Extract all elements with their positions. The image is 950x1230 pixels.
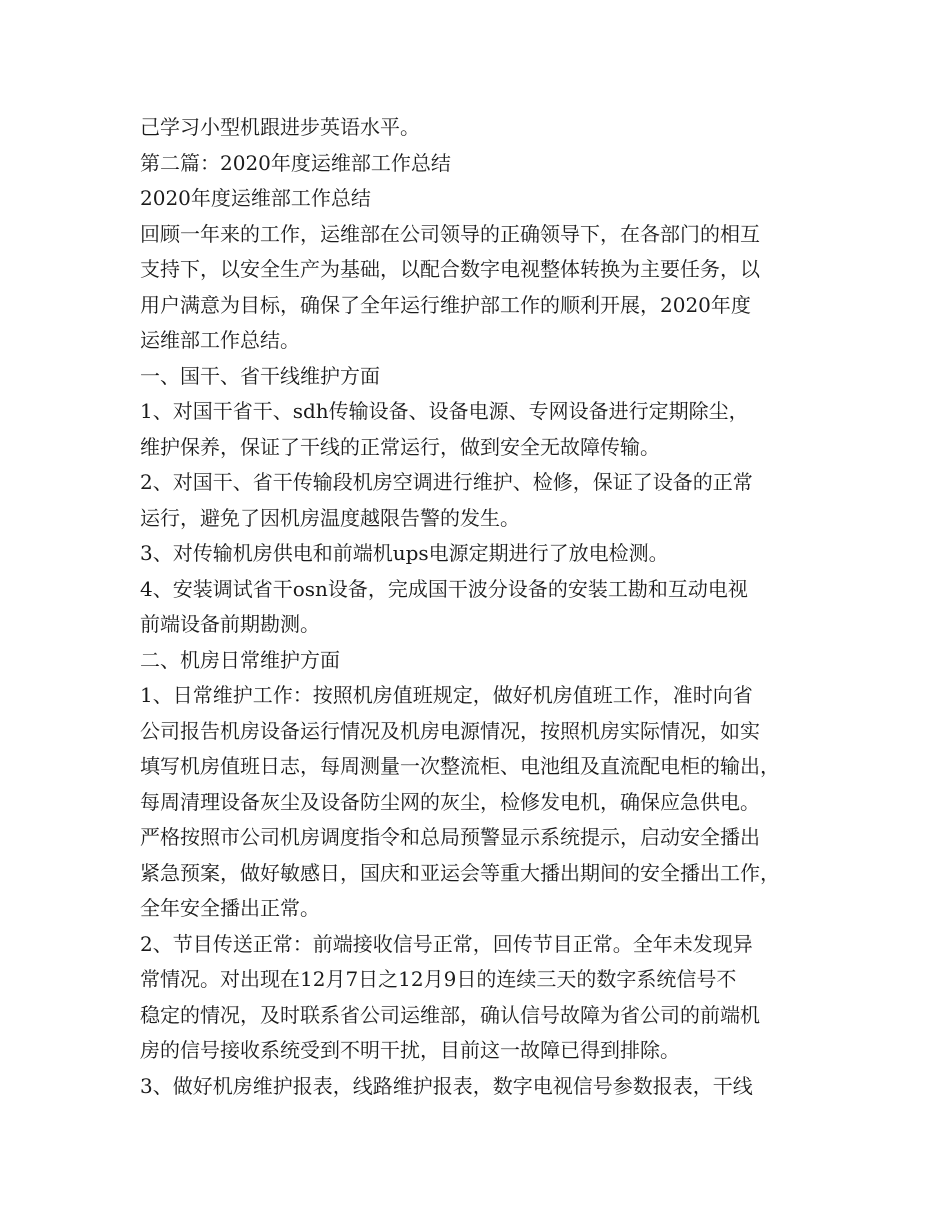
text-line: 运维部工作总结。 — [140, 328, 300, 352]
text-line: 2、对国干、省干传输段机房空调进行维护、检修，保证了设备的正常 — [140, 470, 753, 494]
document-body — [140, 110, 820, 1104]
text-line: 严格按照市公司机房调度指令和总局预警显示系统提示，启动安全播出 — [140, 825, 760, 849]
text-line: 支持下，以安全生产为基础，以配合数字电视整体转换为主要任务，以 — [140, 257, 760, 281]
text-line: 运行，避免了因机房温度越限告警的发生。 — [140, 505, 520, 530]
text-line: 用户满意为目标，确保了全年运行维护部工作的顺利开展，2020年度 — [140, 292, 751, 317]
text-line: 紧急预案，做好敏感日，国庆和亚运会等重大播出期间的安全播出工作， — [140, 860, 780, 885]
text-line: 3、做好机房维护报表，线路维护报表，数字电视信号参数报表，干线 — [140, 1073, 753, 1098]
text-line: 填写机房值班日志，每周测量一次整流柜、电池组及直流配电柜的输出， — [140, 754, 780, 778]
text-line: 稳定的情况，及时联系省公司运维部，确认信号故障为省公司的前端机 — [140, 1002, 760, 1027]
section-heading: 二、机房日常维护方面 — [140, 647, 340, 672]
text-line: 公司报告机房设备运行情况及机房电源情况，按照机房实际情况，如实 — [140, 718, 760, 743]
document-title: 2020年度运维部工作总结 — [140, 186, 371, 210]
text-line: 1、对国干省干、sdh传输设备、设备电源、专网设备进行定期除尘， — [140, 399, 749, 423]
text-line: 己学习小型机跟进步英语水平。 — [140, 115, 420, 139]
text-line: 维护保养，保证了干线的正常运行，做到安全无故障传输。 — [140, 434, 660, 459]
text-line: 回顾一年来的工作，运维部在公司领导的正确领导下，在各部门的相互 — [140, 221, 760, 246]
text-line: 3、对传输机房供电和前端机ups电源定期进行了放电检测。 — [140, 541, 669, 565]
section-heading: 一、国干、省干线维护方面 — [140, 363, 380, 388]
text-line: 常情况。对出现在12月7日之12月9日的连续三天的数字系统信号不 — [140, 967, 737, 991]
text-line: 全年安全播出正常。 — [140, 896, 320, 920]
text-line: 4、安装调试省干osn设备，完成国干波分设备的安装工勘和互动电视 — [140, 576, 748, 601]
text-line: 2、节目传送正常：前端接收信号正常，回传节目正常。全年未发现异 — [140, 931, 753, 956]
text-line: 1、日常维护工作：按照机房值班规定，做好机房值班工作，准时向省 — [140, 683, 753, 707]
text-line: 房的信号接收系统受到不明干扰，目前这一故障已得到排除。 — [140, 1038, 680, 1062]
text-line: 每周清理设备灰尘及设备防尘网的灰尘，检修发电机，确保应急供电。 — [140, 789, 760, 814]
section-heading: 第二篇：2020年度运维部工作总结 — [140, 150, 451, 175]
text-line: 前端设备前期勘测。 — [140, 612, 320, 636]
